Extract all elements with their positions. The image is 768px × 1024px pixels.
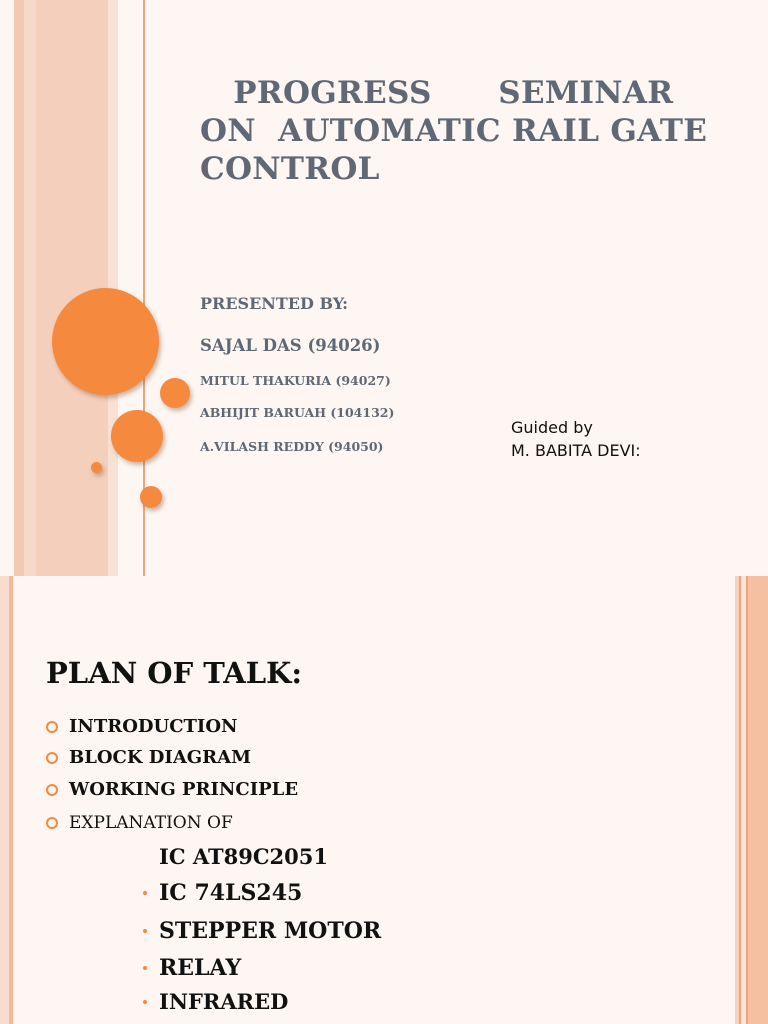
sub-list-item xyxy=(143,918,381,944)
list-item-label: WORKING PRINCIPLE xyxy=(69,779,299,800)
list-item xyxy=(46,813,233,833)
list-item xyxy=(46,716,238,737)
presenter-name: SAJAL DAS (94026) xyxy=(200,336,381,355)
decorative-circle-medium xyxy=(111,410,163,462)
ring-bullet-icon xyxy=(46,817,58,829)
title-line: CONTROL xyxy=(200,151,380,187)
decorative-stripe xyxy=(24,0,36,576)
presented-by-label: PRESENTED BY: xyxy=(200,294,349,313)
list-item xyxy=(46,747,251,768)
list-item-label: INTRODUCTION xyxy=(69,716,238,737)
decorative-circle-small xyxy=(160,378,190,408)
title-line: PROGRESS SEMINAR xyxy=(200,75,674,111)
slide-title xyxy=(200,74,720,188)
sub-list-item-label: INFRARED xyxy=(159,989,289,1014)
sub-list-item xyxy=(143,989,288,1014)
sub-list-item-label: STEPPER MOTOR xyxy=(159,918,382,944)
ring-bullet-icon xyxy=(46,721,58,733)
guided-by-label: Guided by xyxy=(511,418,593,437)
sub-list-item-label: RELAY xyxy=(159,955,242,981)
decorative-stripe xyxy=(0,576,9,1024)
dot-bullet-icon xyxy=(143,891,147,895)
list-item xyxy=(46,779,298,800)
sub-list-item-label: IC AT89C2051 xyxy=(159,844,329,869)
decorative-circle-large xyxy=(52,288,159,395)
decorative-circle-tiny xyxy=(91,462,102,473)
presenter-name: ABHIJIT BARUAH (104132) xyxy=(200,405,395,420)
sub-list-item xyxy=(143,844,328,869)
decorative-stripe xyxy=(14,0,24,576)
ring-bullet-icon xyxy=(46,784,58,796)
dot-bullet-icon xyxy=(143,1000,147,1004)
guide-name: M. BABITA DEVI: xyxy=(511,441,641,460)
slide-title: PLAN OF TALK: xyxy=(46,656,303,690)
plan-of-talk-slide xyxy=(0,576,768,1024)
presenter-name: MITUL THAKURIA (94027) xyxy=(200,373,391,388)
title-line: ON AUTOMATIC RAIL GATE xyxy=(200,113,708,149)
sub-list-item xyxy=(143,880,302,906)
sub-list-item-label: IC 74LS245 xyxy=(159,880,303,906)
sub-list-item xyxy=(143,955,241,981)
decorative-circle-small xyxy=(140,486,162,508)
decorative-stripe xyxy=(9,576,13,1024)
dot-bullet-icon xyxy=(143,929,147,933)
list-item-label: EXPLANATION OF xyxy=(69,813,233,833)
dot-bullet-icon xyxy=(143,966,147,970)
presenter-name: A.VILASH REDDY (94050) xyxy=(200,439,384,454)
decorative-stripe xyxy=(748,576,768,1024)
list-item-label: BLOCK DIAGRAM xyxy=(69,747,252,768)
ring-bullet-icon xyxy=(46,752,58,764)
